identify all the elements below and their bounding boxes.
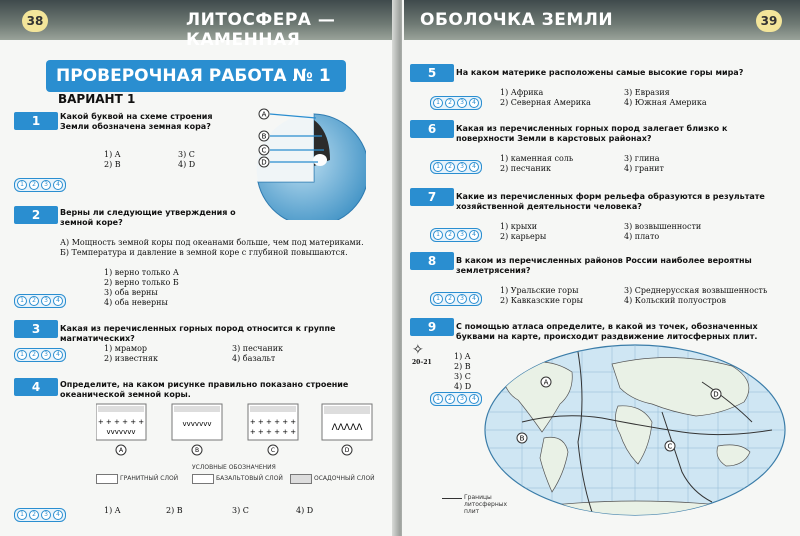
- map-label-b: B: [519, 434, 525, 443]
- map-legend: Границы литосферных плит: [464, 494, 508, 515]
- svg-text:vvvvvvv: vvvvvvv: [106, 428, 136, 436]
- svg-text:vvvvvvv: vvvvvvv: [182, 420, 212, 428]
- q8-option-3: 3) Среднерусская возвышенность: [624, 286, 768, 295]
- q7-option-2: 2) карьеры: [500, 232, 547, 241]
- q5-option-2: 2) Северная Америка: [500, 98, 591, 107]
- q4-option-3: 3) C: [232, 506, 249, 515]
- variant-label: ВАРИАНТ 1: [58, 92, 136, 106]
- answer-circle[interactable]: 3: [41, 296, 51, 306]
- q5-option-4: 4) Южная Америка: [624, 98, 707, 107]
- answer-circle[interactable]: 2: [445, 394, 455, 404]
- q9-option-4: 4) D: [454, 382, 472, 391]
- answer-circle[interactable]: 3: [41, 510, 51, 520]
- answer-circle[interactable]: 4: [53, 180, 63, 190]
- q3-option-4: 4) базальт: [232, 354, 276, 363]
- question-8-number: 8: [410, 252, 454, 270]
- question-8-text: В каком из перечисленных районов России наиболее вероятны землетрясения?: [456, 256, 752, 275]
- q2-option-4: 4) оба неверны: [104, 298, 168, 307]
- answer-circle[interactable]: 1: [17, 510, 27, 520]
- answer-circle[interactable]: 4: [469, 98, 479, 108]
- q8-option-4: 4) Кольский полуостров: [624, 296, 726, 305]
- crust-label-c: C: [270, 447, 276, 454]
- q6-answer-box[interactable]: [430, 160, 482, 174]
- diagram-label-a: A: [261, 110, 267, 119]
- map-label-d: D: [713, 390, 719, 399]
- question-2-text: Верны ли следующие утверждения о земной коре?: [60, 208, 236, 227]
- map-label-a: A: [543, 378, 549, 387]
- left-page-number: 38: [22, 10, 48, 32]
- q1-answer-box[interactable]: [14, 178, 66, 192]
- answer-circle[interactable]: 3: [457, 230, 467, 240]
- q7-option-1: 1) крыхи: [500, 222, 538, 231]
- answer-circle[interactable]: 4: [469, 294, 479, 304]
- q9-option-2: 2) B: [454, 362, 471, 371]
- q2-statement-a: А) Мощность земной коры под океанами больше, чем под материками.: [60, 238, 364, 247]
- legend-granite: ГРАНИТНЫЙ СЛОЙ: [120, 475, 179, 482]
- svg-text:+ + + + + +: + + + + + +: [249, 418, 297, 426]
- left-page: [0, 0, 398, 536]
- answer-circle[interactable]: 4: [469, 394, 479, 404]
- q4-option-1: 1) A: [104, 506, 121, 515]
- answer-circle[interactable]: 1: [433, 394, 443, 404]
- answer-circle[interactable]: 3: [457, 294, 467, 304]
- q2-statement-b: Б) Температура и давление в земной коре с глубиной повышаются.: [60, 248, 348, 257]
- question-3-text: Какая из перечисленных горных пород относится к группе магматических?: [60, 324, 336, 343]
- q1-option-4: 4) D: [178, 160, 196, 169]
- answer-circle[interactable]: 4: [53, 350, 63, 360]
- q4-answer-box[interactable]: [14, 508, 66, 522]
- answer-circle[interactable]: 1: [17, 296, 27, 306]
- answer-circle[interactable]: 3: [457, 162, 467, 172]
- legend-boundary-line: [442, 498, 462, 500]
- answer-circle[interactable]: 3: [457, 98, 467, 108]
- q7-option-4: 4) плато: [624, 232, 660, 241]
- q1-option-1: 1) A: [104, 150, 121, 159]
- q3-answer-box[interactable]: [14, 348, 66, 362]
- question-1-text: Какой буквой на схеме строения Земли обозначена земная кора?: [60, 112, 213, 131]
- legend-sediment: ОСАДОЧНЫЙ СЛОЙ: [314, 475, 375, 482]
- crust-label-b: B: [194, 447, 200, 454]
- q2-option-2: 2) верно только Б: [104, 278, 179, 287]
- q2-answer-box[interactable]: [14, 294, 66, 308]
- legend-title: УСЛОВНЫЕ ОБОЗНАЧЕНИЯ: [192, 464, 276, 471]
- right-page-number: 39: [756, 10, 782, 32]
- test-title-banner: ПРОВЕРОЧНАЯ РАБОТА № 1: [46, 60, 346, 92]
- svg-text:+ + + + + +: + + + + + +: [97, 418, 145, 426]
- question-4-text: Определите, на каком рисунке правильно показано строение океанической земной коры.: [60, 380, 349, 399]
- answer-circle[interactable]: 1: [17, 180, 27, 190]
- answer-circle[interactable]: 4: [53, 510, 63, 520]
- q8-answer-box[interactable]: [430, 292, 482, 306]
- question-1-number: 1: [14, 112, 58, 130]
- legend-basalt: БАЗАЛЬТОВЫЙ СЛОЙ: [216, 475, 283, 482]
- antarctica: [512, 501, 762, 522]
- q6-option-2: 2) песчаник: [500, 164, 552, 173]
- q6-option-3: 3) глина: [624, 154, 660, 163]
- q5-answer-box[interactable]: [430, 96, 482, 110]
- q4-option-2: 2) B: [166, 506, 183, 515]
- crust-diagrams: [96, 402, 376, 460]
- svg-text:+ + + + + +: + + + + + +: [249, 428, 297, 436]
- right-page: [402, 0, 800, 536]
- q8-option-2: 2) Кавказские горы: [500, 296, 583, 305]
- answer-circle[interactable]: 3: [457, 394, 467, 404]
- answer-circle[interactable]: 1: [433, 162, 443, 172]
- crust-label-a: A: [118, 447, 124, 454]
- diagram-label-d: D: [261, 158, 267, 167]
- answer-circle[interactable]: 2: [445, 230, 455, 240]
- diagram-label-c: C: [261, 146, 267, 155]
- question-5-number: 5: [410, 64, 454, 82]
- answer-circle[interactable]: 4: [53, 296, 63, 306]
- answer-circle[interactable]: 1: [433, 98, 443, 108]
- map-label-c: C: [667, 442, 673, 451]
- q5-option-1: 1) Африка: [500, 88, 544, 97]
- crust-label-d: D: [344, 447, 350, 454]
- atlas-reference: 20–21: [412, 359, 432, 366]
- question-3-number: 3: [14, 320, 58, 338]
- legend-granite-swatch: [96, 474, 118, 484]
- legend-sediment-swatch: [290, 474, 312, 484]
- q1-option-3: 3) C: [178, 150, 195, 159]
- q2-option-1: 1) верно только А: [104, 268, 179, 277]
- answer-circle[interactable]: 2: [29, 296, 39, 306]
- q3-option-2: 2) известняк: [104, 354, 158, 363]
- answer-circle[interactable]: 1: [433, 294, 443, 304]
- left-header: [0, 0, 396, 50]
- q4-option-4: 4) D: [296, 506, 314, 515]
- question-7-number: 7: [410, 188, 454, 206]
- answer-circle[interactable]: 3: [41, 350, 51, 360]
- q6-option-1: 1) каменная соль: [500, 154, 574, 163]
- question-9-number: 9: [410, 318, 454, 336]
- question-2-number: 2: [14, 206, 58, 224]
- answer-circle[interactable]: 2: [445, 98, 455, 108]
- answer-circle[interactable]: 4: [469, 230, 479, 240]
- svg-text:ΛΛΛΛΛ: ΛΛΛΛΛ: [331, 423, 363, 433]
- answer-circle[interactable]: 2: [29, 350, 39, 360]
- q9-option-3: 3) C: [454, 372, 471, 381]
- answer-circle[interactable]: 3: [41, 180, 51, 190]
- q5-option-3: 3) Евразия: [624, 88, 670, 97]
- answer-circle[interactable]: 1: [17, 350, 27, 360]
- question-4-number: 4: [14, 378, 58, 396]
- q3-option-1: 1) мрамор: [104, 344, 148, 353]
- q9-answer-box[interactable]: [430, 392, 482, 406]
- q1-option-2: 2) B: [104, 160, 121, 169]
- diagram-label-b: B: [261, 132, 267, 141]
- legend-basalt-swatch: [192, 474, 214, 484]
- q3-option-3: 3) песчаник: [232, 344, 284, 353]
- question-6-number: 6: [410, 120, 454, 138]
- answer-circle[interactable]: 2: [29, 510, 39, 520]
- right-header: [404, 0, 800, 40]
- answer-circle[interactable]: 1: [433, 230, 443, 240]
- atlas-icon: ✧: [412, 342, 424, 358]
- answer-circle[interactable]: 2: [445, 162, 455, 172]
- question-7-text: Какие из перечисленных форм рельефа образуются в результате хозяйственной деятельности человека?: [456, 192, 765, 211]
- q8-option-1: 1) Уральские горы: [500, 286, 579, 295]
- question-6-text: Какая из перечисленных горных пород залегает близко к поверхности Земли в карстовых районах?: [456, 124, 728, 143]
- q7-answer-box[interactable]: [430, 228, 482, 242]
- lithosphere-plates-map: [482, 342, 788, 522]
- earth-core: [313, 154, 327, 166]
- q9-option-1: 1) A: [454, 352, 471, 361]
- answer-circle[interactable]: 4: [469, 162, 479, 172]
- header-title-left: ЛИТОСФЕРА — КАМЕННАЯ: [186, 10, 336, 50]
- q7-option-3: 3) возвышенности: [624, 222, 702, 231]
- q2-option-3: 3) оба верны: [104, 288, 158, 297]
- answer-circle[interactable]: 2: [29, 180, 39, 190]
- q6-option-4: 4) гранит: [624, 164, 664, 173]
- answer-circle[interactable]: 2: [445, 294, 455, 304]
- header-title-right: ОБОЛОЧКА ЗЕМЛИ: [420, 10, 614, 30]
- question-9-text: С помощью атласа определите, в какой из точек, обозначенных буквами на карте, происходит раздвижение литосферных плит.: [456, 322, 758, 341]
- question-5-text: На каком материке расположены самые высокие горы мира?: [456, 68, 744, 77]
- earth-structure-diagram: [236, 104, 366, 220]
